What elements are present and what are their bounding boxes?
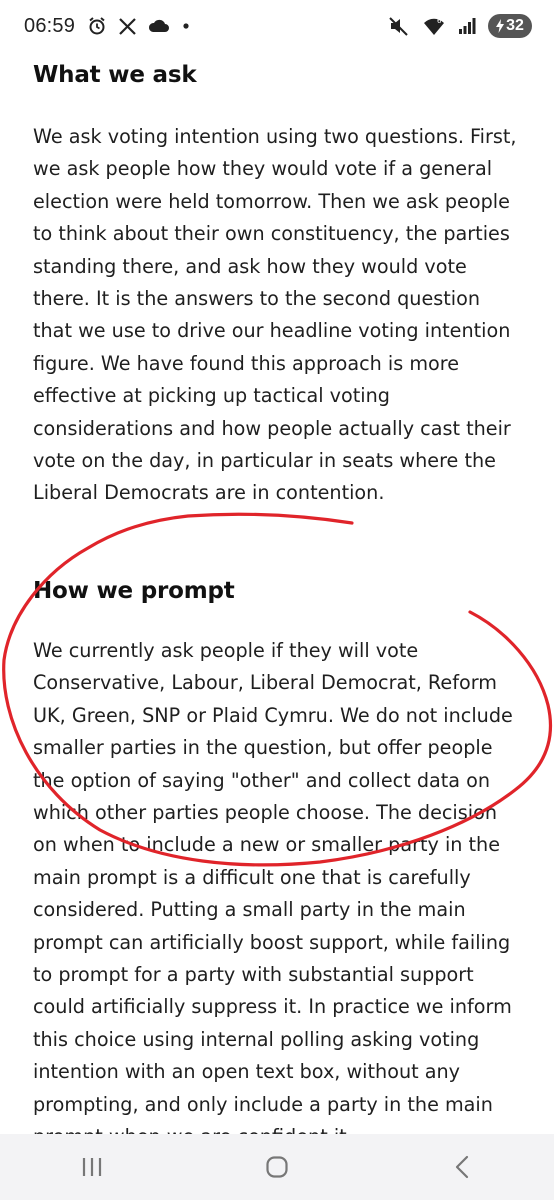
section-heading-what-we-ask: What we ask xyxy=(33,62,197,88)
section-body-what-we-ask: We ask voting intention using two questions. First, we ask people how they would vote if a general election were held tomorrow. Then we ask people to think about their own constituency, the parties standing there, and ask how they would vote there. It is the answers to the second question that we use to drive our headline voting intention figure. We have found this approach is more effective at picking up tactical voting considerations and how people actually cast their vote on the day, in particular in seats where the Liberal Democrats are in contention. xyxy=(33,125,517,505)
signal-icon xyxy=(458,17,476,35)
dot-icon xyxy=(182,22,190,30)
wifi-6-icon xyxy=(422,16,446,36)
recent-apps-icon xyxy=(80,1156,104,1178)
back-button[interactable] xyxy=(422,1142,502,1192)
svg-text:6: 6 xyxy=(437,17,442,25)
x-logo-icon xyxy=(119,18,136,35)
navigation-bar xyxy=(0,1134,554,1200)
section-heading-how-we-prompt: How we prompt xyxy=(33,578,235,604)
battery-level: 32 xyxy=(506,17,524,34)
status-right xyxy=(388,14,532,38)
cloud-icon xyxy=(148,18,170,34)
charging-bolt-icon xyxy=(496,19,504,33)
battery-indicator xyxy=(488,14,532,38)
home-button[interactable] xyxy=(237,1142,317,1192)
status-bar xyxy=(0,0,554,52)
alarm-icon xyxy=(87,16,107,36)
home-icon xyxy=(265,1155,289,1179)
mute-icon xyxy=(388,16,410,36)
clock-time: 06:59 xyxy=(24,14,76,37)
status-left xyxy=(24,15,190,38)
recent-apps-button[interactable] xyxy=(52,1142,132,1192)
section-body-how-we-prompt: We currently ask people if they will vote Conservative, Labour, Liberal Democrat, Reform UK, Green, SNP or Plaid Cymru. We do not include smaller parties in the question, but offer people the option of saying "other" and collect data on which other parties people choose. The decision on when to include a new or smaller party in the main prompt is a difficult one that is carefully considered. Putting a small party in the main prompt can artificially boost support, while failing to prompt for a party with substantial support could artificially suppress it. In practice we inform this choice using internal polling asking voting intention with an open text box, without any prompting, and only include a party in the main xyxy=(33,639,513,1116)
back-icon xyxy=(454,1155,470,1179)
